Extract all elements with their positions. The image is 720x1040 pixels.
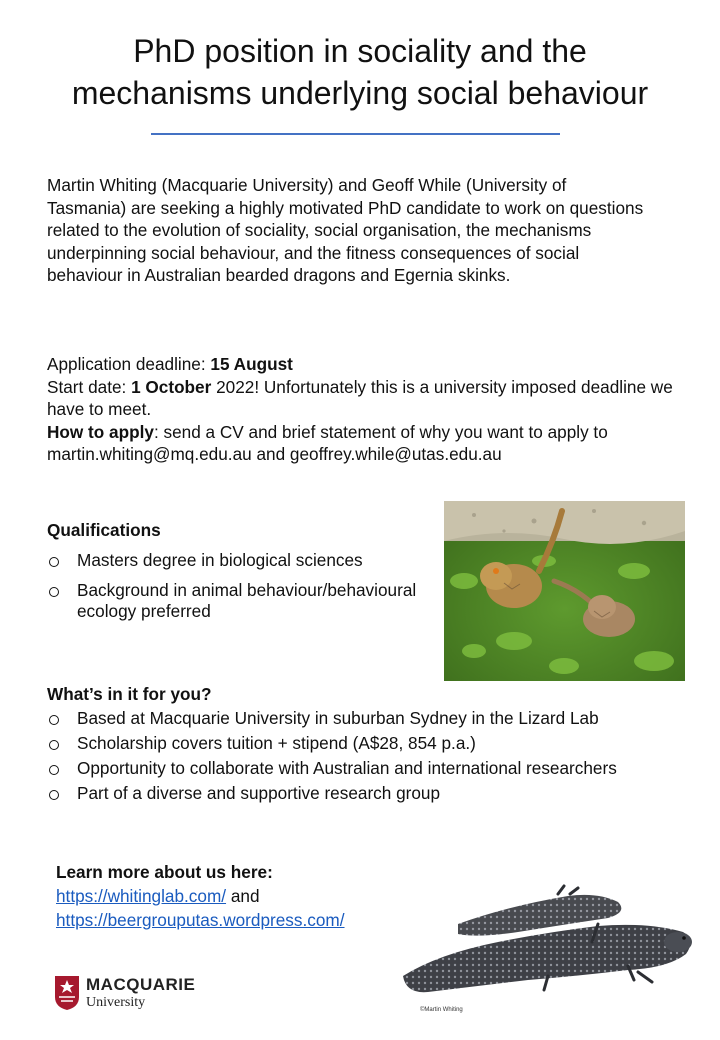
skinks-photo <box>398 884 698 1006</box>
apply-line <box>47 421 687 466</box>
benefit-text: Opportunity to collaborate with Australian and international researchers <box>77 758 617 778</box>
start-value: 1 October <box>131 376 212 397</box>
benefit-text: Scholarship covers tuition + stipend (A$28, 854 p.a.) <box>77 733 476 753</box>
macquarie-crest-icon <box>54 975 80 1011</box>
list-item <box>47 733 687 754</box>
bullet-circle-icon <box>49 790 59 800</box>
deadline-label: Application deadline: <box>47 354 211 374</box>
list-item <box>47 580 417 622</box>
list-item <box>47 758 637 779</box>
benefit-text: Part of a diverse and supportive research group <box>77 783 441 803</box>
bullet-circle-icon <box>49 740 59 750</box>
qualifications-list <box>47 550 417 631</box>
logo-text-macquarie: MACQUARIE <box>86 975 196 994</box>
start-line <box>47 376 687 421</box>
qualification-text: Masters degree in biological sciences <box>77 550 363 570</box>
title-line-1: PhD position in sociality and the <box>133 33 587 69</box>
bearded-dragons-photo <box>444 501 685 681</box>
link-line-1 <box>56 884 345 908</box>
bullet-circle-icon <box>49 765 59 775</box>
deadline-value: 15 August <box>210 354 293 374</box>
photo-credit: ©Martin Whiting <box>420 1007 463 1013</box>
benefit-text: Based at Macquarie University in suburban Sydney in the Lizard Lab <box>77 708 599 728</box>
benefits-list <box>47 708 687 808</box>
link-line-2 <box>56 908 345 932</box>
link-joiner: and <box>226 886 260 906</box>
deadline-line <box>47 353 687 376</box>
list-item <box>47 708 687 729</box>
logo-text-university: University <box>86 995 146 1010</box>
intro-paragraph: Martin Whiting (Macquarie University) and Geoff While (University of Tasmania) are seeking a highly motivated PhD candidate to work on questions related to the evolution of sociality, social organisation, the mechanisms underpinning social behaviour, and the fitness consequences of social behaviour in Australian bearded dragons and Egernia skinks. <box>47 175 644 285</box>
start-rest: 2022! Unfortunately this is a university imposed deadline we have to meet. <box>47 376 673 419</box>
benefits-heading: What’s in it for you? <box>47 684 212 704</box>
whitinglab-link[interactable]: https://whitinglab.com/ <box>56 886 227 906</box>
start-label: Start date: <box>47 376 132 397</box>
macquarie-logo <box>54 973 214 1013</box>
beergroup-link[interactable]: https://beergrouputas.wordpress.com/ <box>56 910 345 930</box>
qualifications-heading: Qualifications <box>47 520 161 540</box>
bullet-circle-icon <box>49 715 59 725</box>
details-block <box>47 353 687 466</box>
title-divider <box>151 133 560 135</box>
bullet-circle-icon <box>49 587 59 597</box>
title-line-2: mechanisms underlying social behaviour <box>71 75 649 111</box>
learn-more-heading-text: Learn more about us here: <box>56 862 273 882</box>
page-title <box>0 30 720 114</box>
bullet-circle-icon <box>49 557 59 567</box>
learn-more-block <box>56 860 345 932</box>
qualification-text: Background in animal behaviour/behavioural ecology preferred <box>77 580 417 621</box>
list-item <box>47 550 417 571</box>
apply-text: : send a CV and brief statement of why you want to apply to martin.whiting@mq.edu.au and geoffrey.while@utas.edu.au <box>47 421 608 464</box>
apply-label: How to apply <box>47 421 154 442</box>
learn-more-heading <box>56 860 345 884</box>
list-item <box>47 783 687 804</box>
